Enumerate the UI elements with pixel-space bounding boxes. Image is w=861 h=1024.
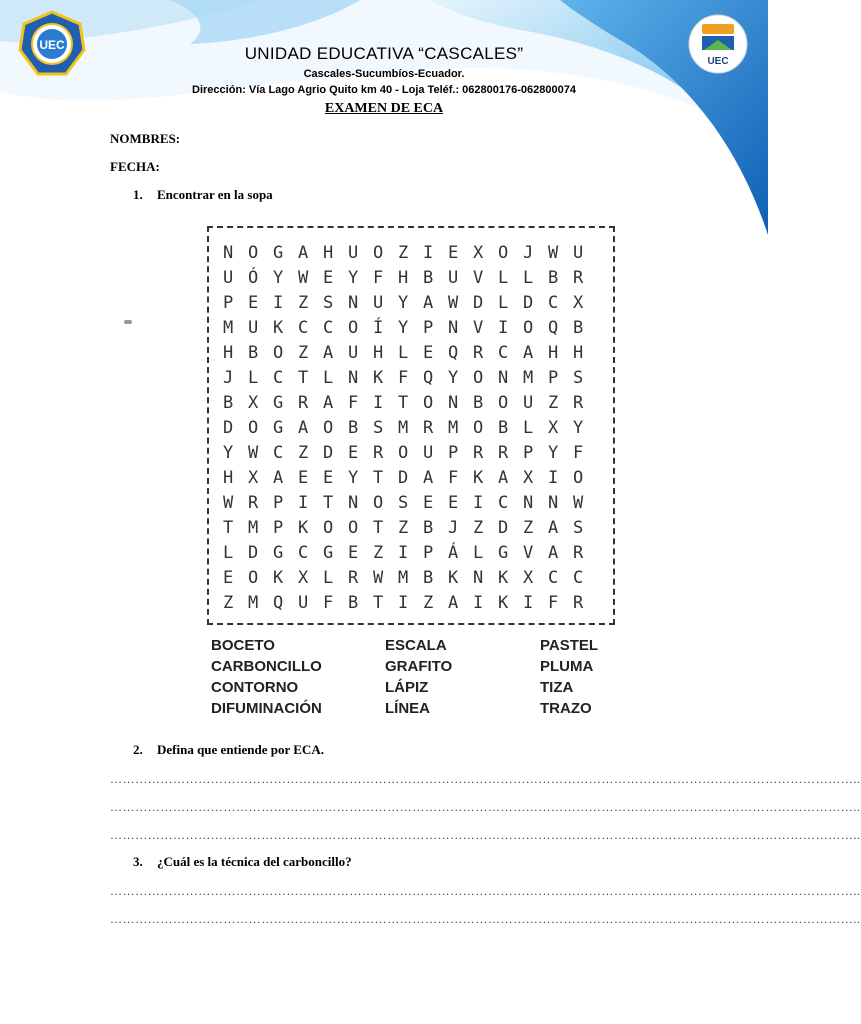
grid-letter[interactable]: G	[323, 542, 334, 563]
grid-letter[interactable]: T	[323, 492, 334, 513]
grid-letter[interactable]: S	[398, 492, 409, 513]
grid-letter[interactable]: P	[223, 292, 234, 313]
school-name: UNIDAD EDUCATIVA “CASCALES”	[244, 44, 524, 63]
grid-letter[interactable]: Í	[373, 317, 384, 338]
grid-letter[interactable]: E	[248, 292, 259, 313]
grid-letter[interactable]: A	[323, 392, 334, 413]
grid-letter[interactable]: I	[398, 542, 409, 563]
grid-letter[interactable]: X	[248, 467, 259, 488]
grid-letter[interactable]: P	[523, 442, 534, 463]
grid-letter[interactable]: Y	[573, 417, 584, 438]
grid-letter[interactable]: S	[573, 517, 584, 538]
grid-letter[interactable]: A	[298, 242, 309, 263]
grid-letter[interactable]: U	[223, 267, 234, 288]
grid-letter[interactable]: D	[473, 292, 484, 313]
school-address: Dirección: Vía Lago Agrio Quito km 40 - Loja Teléf.: 062800176-062800074	[192, 84, 576, 96]
grid-letter[interactable]: U	[573, 242, 584, 263]
grid-letter[interactable]: X	[298, 567, 309, 588]
grid-letter[interactable]: I	[398, 592, 409, 613]
grid-letter[interactable]: F	[373, 267, 384, 288]
grid-letter[interactable]: M	[398, 417, 409, 438]
grid-letter[interactable]: L	[323, 367, 334, 388]
grid-letter[interactable]: C	[298, 317, 309, 338]
grid-letter[interactable]: G	[273, 417, 284, 438]
answer-line[interactable]: ……………………………………………………………………………………………………………………………………………………………..	[110, 800, 861, 814]
grid-letter[interactable]: O	[473, 367, 484, 388]
grid-letter[interactable]: B	[348, 417, 359, 438]
grid-letter[interactable]: T	[398, 392, 409, 413]
question-3-number: 3.	[133, 854, 143, 869]
grid-letter[interactable]: I	[498, 317, 509, 338]
grid-letter[interactable]: Z	[223, 592, 234, 613]
grid-letter[interactable]: I	[548, 467, 559, 488]
question-2	[133, 742, 324, 758]
header-swoosh	[0, 0, 768, 240]
grid-letter[interactable]: O	[273, 342, 284, 363]
grid-letter[interactable]: A	[548, 542, 559, 563]
grid-letter[interactable]: J	[223, 367, 234, 388]
grid-letter[interactable]: Z	[373, 542, 384, 563]
grid-letter[interactable]: Z	[298, 292, 309, 313]
grid-letter[interactable]: A	[298, 417, 309, 438]
grid-letter[interactable]: P	[273, 517, 284, 538]
grid-letter[interactable]: P	[448, 442, 459, 463]
answer-line[interactable]: ……………………………………………………………………………………………………………………………………………………………..	[110, 884, 861, 898]
grid-letter[interactable]: Z	[298, 342, 309, 363]
grid-letter[interactable]: X	[473, 242, 484, 263]
grid-letter[interactable]: I	[423, 242, 434, 263]
grid-letter[interactable]: K	[273, 567, 284, 588]
question-1-number: 1.	[133, 187, 143, 202]
grid-letter[interactable]: F	[548, 592, 559, 613]
grid-letter[interactable]: F	[398, 367, 409, 388]
grid-letter[interactable]: V	[473, 317, 484, 338]
grid-letter[interactable]: Q	[273, 592, 284, 613]
grid-letter[interactable]: E	[348, 442, 359, 463]
word-item: CARBONCILLO	[211, 658, 322, 675]
grid-letter[interactable]: G	[273, 242, 284, 263]
grid-letter[interactable]: D	[248, 542, 259, 563]
grid-letter[interactable]: N	[348, 367, 359, 388]
grid-letter[interactable]: S	[373, 417, 384, 438]
stray-mark	[124, 320, 132, 324]
grid-letter[interactable]: D	[523, 292, 534, 313]
logo-left-text: UEC	[39, 38, 65, 52]
grid-letter[interactable]: X	[548, 417, 559, 438]
grid-letter[interactable]: O	[323, 517, 334, 538]
grid-letter[interactable]: O	[323, 417, 334, 438]
grid-letter[interactable]: J	[448, 517, 459, 538]
grid-letter[interactable]: T	[373, 517, 384, 538]
grid-letter[interactable]: O	[523, 317, 534, 338]
question-1-text: Encontrar en la sopa	[157, 187, 273, 202]
grid-letter[interactable]: O	[573, 467, 584, 488]
grid-letter[interactable]: U	[248, 317, 259, 338]
grid-letter[interactable]: B	[223, 392, 234, 413]
grid-letter[interactable]: L	[523, 267, 534, 288]
grid-letter[interactable]: U	[348, 342, 359, 363]
grid-letter[interactable]: R	[573, 542, 584, 563]
grid-letter[interactable]: B	[423, 267, 434, 288]
wordsearch-grid	[223, 240, 598, 615]
grid-letter[interactable]: N	[448, 392, 459, 413]
grid-letter[interactable]: C	[548, 567, 559, 588]
grid-letter[interactable]: H	[223, 467, 234, 488]
grid-letter[interactable]: K	[473, 467, 484, 488]
grid-letter[interactable]: N	[448, 317, 459, 338]
answer-line[interactable]: ……………………………………………………………………………………………………………………………………………………………..	[110, 772, 861, 786]
word-list-col-3	[540, 635, 598, 719]
grid-letter[interactable]: R	[573, 392, 584, 413]
grid-letter[interactable]: A	[423, 292, 434, 313]
grid-letter[interactable]: W	[248, 442, 259, 463]
grid-letter[interactable]: R	[298, 392, 309, 413]
grid-letter[interactable]: Z	[523, 517, 534, 538]
grid-letter[interactable]: Y	[223, 442, 234, 463]
date-field: FECHA:	[110, 159, 160, 174]
grid-letter[interactable]: Y	[348, 267, 359, 288]
grid-letter[interactable]: R	[473, 442, 484, 463]
grid-letter[interactable]: G	[273, 392, 284, 413]
grid-letter[interactable]: E	[423, 342, 434, 363]
grid-letter[interactable]: P	[423, 317, 434, 338]
grid-letter[interactable]: A	[323, 342, 334, 363]
grid-letter[interactable]: G	[273, 542, 284, 563]
grid-letter[interactable]: A	[273, 467, 284, 488]
grid-letter[interactable]: Y	[348, 467, 359, 488]
grid-letter[interactable]: V	[523, 542, 534, 563]
grid-letter[interactable]: D	[498, 517, 509, 538]
grid-letter[interactable]: X	[248, 392, 259, 413]
grid-letter[interactable]: K	[273, 317, 284, 338]
grid-letter[interactable]: I	[373, 392, 384, 413]
grid-letter[interactable]: J	[523, 242, 534, 263]
grid-letter[interactable]: U	[373, 292, 384, 313]
grid-letter[interactable]: Ó	[248, 267, 259, 288]
question-3-text: ¿Cuál es la técnica del carboncillo?	[157, 854, 352, 869]
grid-letter[interactable]: V	[473, 267, 484, 288]
grid-letter[interactable]: B	[548, 267, 559, 288]
grid-letter[interactable]: E	[448, 242, 459, 263]
grid-letter[interactable]: B	[248, 342, 259, 363]
grid-letter[interactable]: L	[248, 367, 259, 388]
grid-letter[interactable]: A	[448, 592, 459, 613]
grid-letter[interactable]: D	[398, 467, 409, 488]
grid-letter[interactable]: Q	[548, 317, 559, 338]
grid-letter[interactable]: U	[448, 267, 459, 288]
grid-letter[interactable]: H	[223, 342, 234, 363]
word-item: BOCETO	[211, 637, 275, 654]
grid-letter[interactable]: L	[323, 567, 334, 588]
grid-letter[interactable]: W	[573, 492, 584, 513]
grid-letter[interactable]: N	[348, 292, 359, 313]
grid-letter[interactable]: I	[298, 492, 309, 513]
word-item: DIFUMINACIÓN	[211, 700, 322, 717]
grid-letter[interactable]: M	[248, 592, 259, 613]
grid-letter[interactable]: R	[498, 442, 509, 463]
grid-letter[interactable]: O	[348, 517, 359, 538]
grid-letter[interactable]: E	[223, 567, 234, 588]
grid-letter[interactable]: A	[523, 342, 534, 363]
grid-letter[interactable]: H	[398, 267, 409, 288]
grid-letter[interactable]: O	[248, 417, 259, 438]
grid-letter[interactable]: O	[498, 242, 509, 263]
grid-letter[interactable]: Z	[298, 442, 309, 463]
grid-letter[interactable]: M	[223, 317, 234, 338]
grid-letter[interactable]: W	[298, 267, 309, 288]
grid-letter[interactable]: W	[448, 292, 459, 313]
grid-letter[interactable]: F	[573, 442, 584, 463]
grid-letter[interactable]: X	[523, 567, 534, 588]
grid-letter[interactable]: X	[523, 467, 534, 488]
word-item: TIZA	[540, 679, 574, 696]
grid-letter[interactable]: I	[473, 592, 484, 613]
word-item: LÁPIZ	[385, 679, 429, 696]
grid-letter[interactable]: E	[348, 542, 359, 563]
grid-letter[interactable]: Á	[448, 542, 459, 563]
question-2-number: 2.	[133, 742, 143, 757]
grid-letter[interactable]: Y	[448, 367, 459, 388]
word-list-col-1	[211, 635, 322, 719]
grid-letter[interactable]: R	[473, 342, 484, 363]
grid-letter[interactable]: L	[498, 292, 509, 313]
grid-letter[interactable]: O	[473, 417, 484, 438]
grid-letter[interactable]: R	[248, 492, 259, 513]
grid-letter[interactable]: Y	[398, 317, 409, 338]
grid-letter[interactable]: C	[498, 342, 509, 363]
grid-letter[interactable]: K	[298, 517, 309, 538]
grid-letter[interactable]: O	[248, 567, 259, 588]
grid-letter[interactable]: Z	[548, 392, 559, 413]
grid-letter[interactable]: R	[573, 592, 584, 613]
grid-letter[interactable]: C	[498, 492, 509, 513]
grid-letter[interactable]: I	[473, 492, 484, 513]
grid-letter[interactable]: O	[398, 442, 409, 463]
school-location: Cascales-Sucumbíos-Ecuador.	[303, 68, 465, 80]
grid-letter[interactable]: M	[448, 417, 459, 438]
grid-letter[interactable]: T	[373, 467, 384, 488]
grid-letter[interactable]: B	[348, 592, 359, 613]
question-3	[133, 854, 352, 870]
grid-letter[interactable]: D	[323, 442, 334, 463]
grid-letter[interactable]: P	[423, 542, 434, 563]
grid-letter[interactable]: U	[348, 242, 359, 263]
grid-letter[interactable]: O	[248, 242, 259, 263]
word-item: CONTORNO	[211, 679, 299, 696]
grid-letter[interactable]: R	[573, 267, 584, 288]
grid-letter[interactable]: A	[498, 467, 509, 488]
grid-letter[interactable]: E	[298, 467, 309, 488]
grid-letter[interactable]: B	[423, 567, 434, 588]
grid-letter[interactable]: L	[398, 342, 409, 363]
question-1	[133, 187, 273, 203]
grid-letter[interactable]: U	[423, 442, 434, 463]
question-2-text: Defina que entiende por ECA.	[157, 742, 324, 757]
grid-letter[interactable]: F	[348, 392, 359, 413]
grid-letter[interactable]: H	[573, 342, 584, 363]
word-item: TRAZO	[540, 700, 592, 717]
grid-letter[interactable]: G	[498, 542, 509, 563]
grid-letter[interactable]: P	[273, 492, 284, 513]
grid-letter[interactable]: H	[323, 242, 334, 263]
grid-letter[interactable]: N	[348, 492, 359, 513]
grid-letter[interactable]: L	[473, 542, 484, 563]
grid-letter[interactable]: Z	[398, 517, 409, 538]
grid-letter[interactable]: E	[323, 267, 334, 288]
word-item: LÍNEA	[385, 700, 430, 717]
grid-letter[interactable]: R	[373, 442, 384, 463]
grid-letter[interactable]: C	[298, 542, 309, 563]
grid-letter[interactable]: C	[573, 567, 584, 588]
grid-letter[interactable]: W	[373, 567, 384, 588]
grid-letter[interactable]: E	[423, 492, 434, 513]
grid-letter[interactable]: F	[323, 592, 334, 613]
grid-letter[interactable]: O	[348, 317, 359, 338]
exam-title: EXAMEN DE ECA	[324, 101, 444, 116]
grid-letter[interactable]: B	[473, 392, 484, 413]
grid-letter[interactable]: C	[273, 442, 284, 463]
names-field: NOMBRES:	[110, 131, 181, 146]
grid-letter[interactable]: R	[423, 417, 434, 438]
grid-letter[interactable]: L	[223, 542, 234, 563]
grid-letter[interactable]: H	[548, 342, 559, 363]
grid-letter[interactable]: A	[423, 467, 434, 488]
grid-letter[interactable]: C	[323, 317, 334, 338]
grid-letter[interactable]: Z	[473, 517, 484, 538]
word-item: PASTEL	[540, 637, 599, 654]
grid-letter[interactable]: I	[523, 592, 534, 613]
grid-letter[interactable]: N	[523, 492, 534, 513]
grid-letter[interactable]: O	[423, 392, 434, 413]
word-item: PLUMA	[540, 658, 594, 675]
grid-letter[interactable]: E	[323, 467, 334, 488]
grid-letter[interactable]: Z	[423, 592, 434, 613]
grid-letter[interactable]: H	[373, 342, 384, 363]
grid-letter[interactable]: W	[548, 242, 559, 263]
grid-letter[interactable]: N	[223, 242, 234, 263]
grid-letter[interactable]: I	[273, 292, 284, 313]
grid-letter[interactable]: T	[223, 517, 234, 538]
word-item: GRAFITO	[385, 658, 453, 675]
grid-letter[interactable]: R	[348, 567, 359, 588]
grid-letter[interactable]: N	[498, 367, 509, 388]
logo-right-text: UEC	[707, 56, 729, 67]
grid-letter[interactable]: Q	[448, 342, 459, 363]
grid-letter[interactable]: F	[448, 467, 459, 488]
grid-letter[interactable]: U	[298, 592, 309, 613]
grid-letter[interactable]: L	[523, 417, 534, 438]
grid-letter[interactable]: L	[498, 267, 509, 288]
grid-letter[interactable]: Y	[273, 267, 284, 288]
grid-letter[interactable]: O	[373, 492, 384, 513]
answer-line[interactable]: ……………………………………………………………………………………………………………………………………………………………..	[110, 828, 861, 842]
grid-letter[interactable]: T	[298, 367, 309, 388]
grid-letter[interactable]: U	[523, 392, 534, 413]
grid-letter[interactable]: Y	[398, 292, 409, 313]
grid-letter[interactable]: E	[448, 492, 459, 513]
grid-letter[interactable]: M	[398, 567, 409, 588]
grid-letter[interactable]: K	[498, 567, 509, 588]
grid-letter[interactable]: K	[448, 567, 459, 588]
grid-letter[interactable]: B	[498, 417, 509, 438]
grid-letter[interactable]: A	[548, 517, 559, 538]
grid-letter[interactable]: N	[473, 567, 484, 588]
word-list-col-2	[385, 635, 452, 719]
grid-letter[interactable]: C	[548, 292, 559, 313]
grid-letter[interactable]: B	[573, 317, 584, 338]
grid-letter[interactable]: Q	[423, 367, 434, 388]
grid-letter[interactable]: K	[498, 592, 509, 613]
answer-line[interactable]: ……………………………………………………………………………………………………………………………………………………………..	[110, 912, 861, 926]
grid-letter[interactable]: Z	[398, 242, 409, 263]
grid-letter[interactable]: O	[498, 392, 509, 413]
word-item: ESCALA	[385, 637, 447, 654]
grid-letter[interactable]: X	[573, 292, 584, 313]
grid-letter[interactable]: K	[373, 367, 384, 388]
grid-letter[interactable]: W	[223, 492, 234, 513]
grid-letter[interactable]: N	[548, 492, 559, 513]
grid-letter[interactable]: S	[573, 367, 584, 388]
grid-letter[interactable]: B	[423, 517, 434, 538]
grid-letter[interactable]: C	[273, 367, 284, 388]
grid-letter[interactable]: S	[323, 292, 334, 313]
grid-letter[interactable]: Y	[548, 442, 559, 463]
grid-letter[interactable]: D	[223, 417, 234, 438]
grid-letter[interactable]: O	[373, 242, 384, 263]
grid-letter[interactable]: P	[548, 367, 559, 388]
grid-letter[interactable]: M	[248, 517, 259, 538]
grid-letter[interactable]: M	[523, 367, 534, 388]
grid-letter[interactable]: T	[373, 592, 384, 613]
